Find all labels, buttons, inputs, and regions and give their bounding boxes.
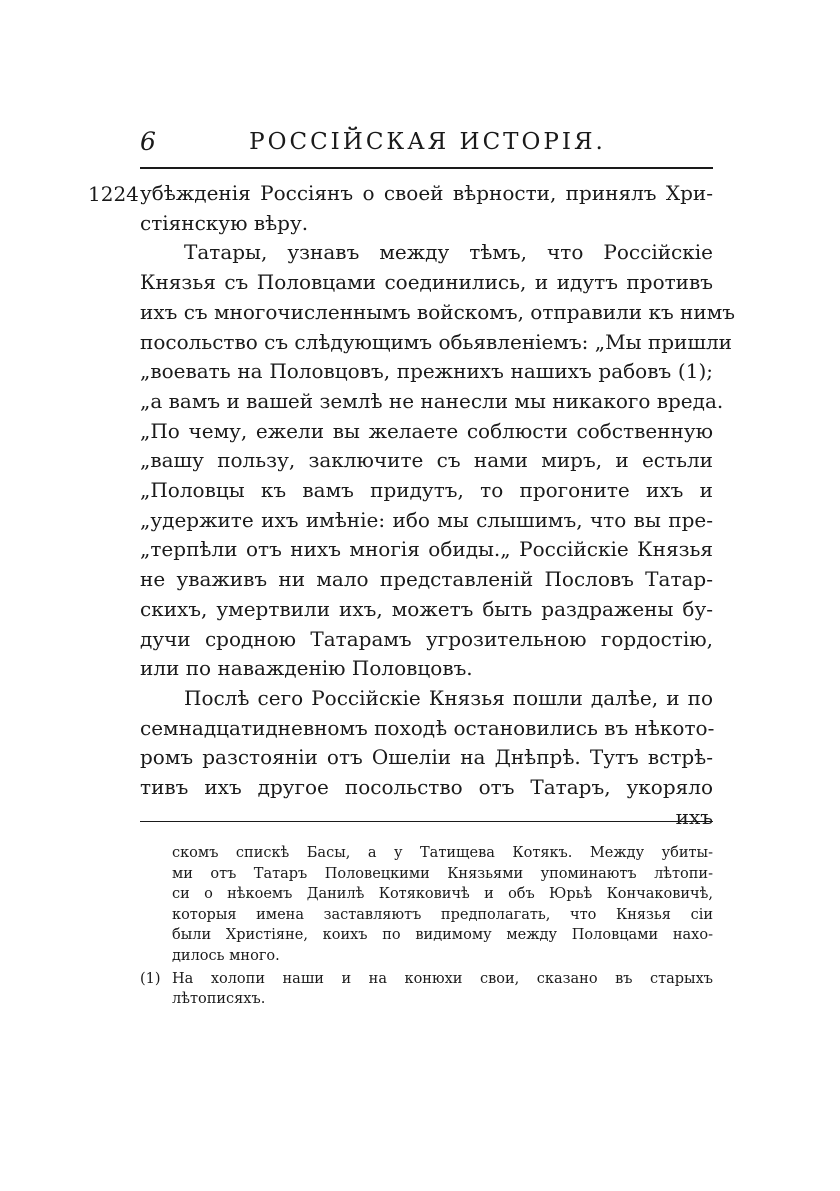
text-line: „удержите ихъ имѣніе: ибо мы слышимъ, что вы пре- bbox=[140, 507, 713, 532]
text-line: или по наважденію Половцовъ. bbox=[140, 656, 473, 681]
page-header bbox=[140, 126, 715, 166]
text-line: „Половцы къ вамъ придутъ, то прогоните ихъ и bbox=[140, 478, 713, 503]
text-line: „а вамъ и вашей землѣ не нанесли мы никакого вреда. bbox=[140, 388, 724, 413]
text-line: скихъ, умертвили ихъ, можетъ быть раздражены бу- bbox=[140, 596, 713, 621]
footnote-line: которыя имена заставляютъ предполагать, что Князья сіи bbox=[172, 906, 713, 923]
body-text bbox=[140, 179, 735, 832]
running-title: РОССІЙСКАЯ ИСТОРІЯ. bbox=[249, 129, 606, 155]
text-line: „вашу пользу, заключите съ нами миръ, и естьли bbox=[140, 448, 713, 473]
margin-year: 1224 bbox=[88, 182, 139, 206]
text-line: стіянскую вѣру. bbox=[140, 210, 309, 235]
catchword: ихъ bbox=[675, 804, 713, 829]
text-line: дучи сродною Татарамъ угрозительною гордостію, bbox=[140, 626, 713, 651]
footnote-line: си о нѣкоемъ Данилѣ Котяковичѣ и объ Юрьѣ Кончаковичѣ, bbox=[172, 886, 713, 903]
footnote-rule bbox=[140, 821, 713, 822]
text-line: посольство съ слѣдующимъ обьявленіемъ: „Мы пришли bbox=[140, 329, 732, 354]
text-line: Князья съ Половцами соединились, и идутъ противъ bbox=[140, 270, 713, 295]
footnote-line: На холопи наши и на конюхи свои, сказано въ старыхъ bbox=[172, 970, 713, 987]
text-line: тивъ ихъ другое посольство отъ Татаръ, укоряло bbox=[140, 775, 713, 800]
footnote-marker: (1) bbox=[140, 970, 161, 987]
page-number: 6 bbox=[140, 127, 156, 156]
footnote-line: дилось много. bbox=[172, 947, 280, 964]
text-line: семнадцатидневномъ походѣ остановились въ нѣкото- bbox=[140, 715, 715, 740]
footnote-line: были Христіяне, коихъ по видимому между Половцами нахо- bbox=[172, 927, 713, 944]
text-line: не уваживъ ни мало представленій Пословъ Татар- bbox=[140, 567, 713, 592]
text-line: „терпѣли отъ нихъ многія обиды.„ Россійскіе Князья bbox=[140, 537, 713, 562]
text-line: „воевать на Половцовъ, прежнихъ нашихъ рабовъ (1); bbox=[140, 359, 713, 384]
footnote-line: ми отъ Татаръ Половецкими Князьями упоминаютъ лѣтопи- bbox=[172, 865, 713, 882]
footnote-line: скомъ спискѣ Басы, а у Татищева Котякъ. Между убиты- bbox=[172, 845, 713, 861]
text-line: „По чему, ежели вы желаете соблюсти собственную bbox=[140, 418, 713, 443]
footnote-1 bbox=[140, 969, 713, 1010]
footnotes bbox=[140, 843, 713, 1010]
text-line: Татары, узнавъ между тѣмъ, что Россійскіе bbox=[184, 240, 713, 265]
text-line: ромъ разстояніи отъ Ошеліи на Днѣпрѣ. Тутъ встрѣ- bbox=[140, 745, 713, 770]
footnote-continued bbox=[140, 843, 713, 967]
footnote-line: лѣтописяхъ. bbox=[172, 991, 266, 1008]
text-line: убѣжденія Россіянъ о своей вѣрности, принялъ Хри- bbox=[140, 181, 713, 205]
text-line: Послѣ сего Россійскіе Князья пошли далѣе, и по bbox=[184, 685, 713, 710]
text-line: ихъ съ многочисленнымъ войскомъ, отправили къ нимъ bbox=[140, 299, 735, 324]
header-rule bbox=[140, 167, 713, 169]
